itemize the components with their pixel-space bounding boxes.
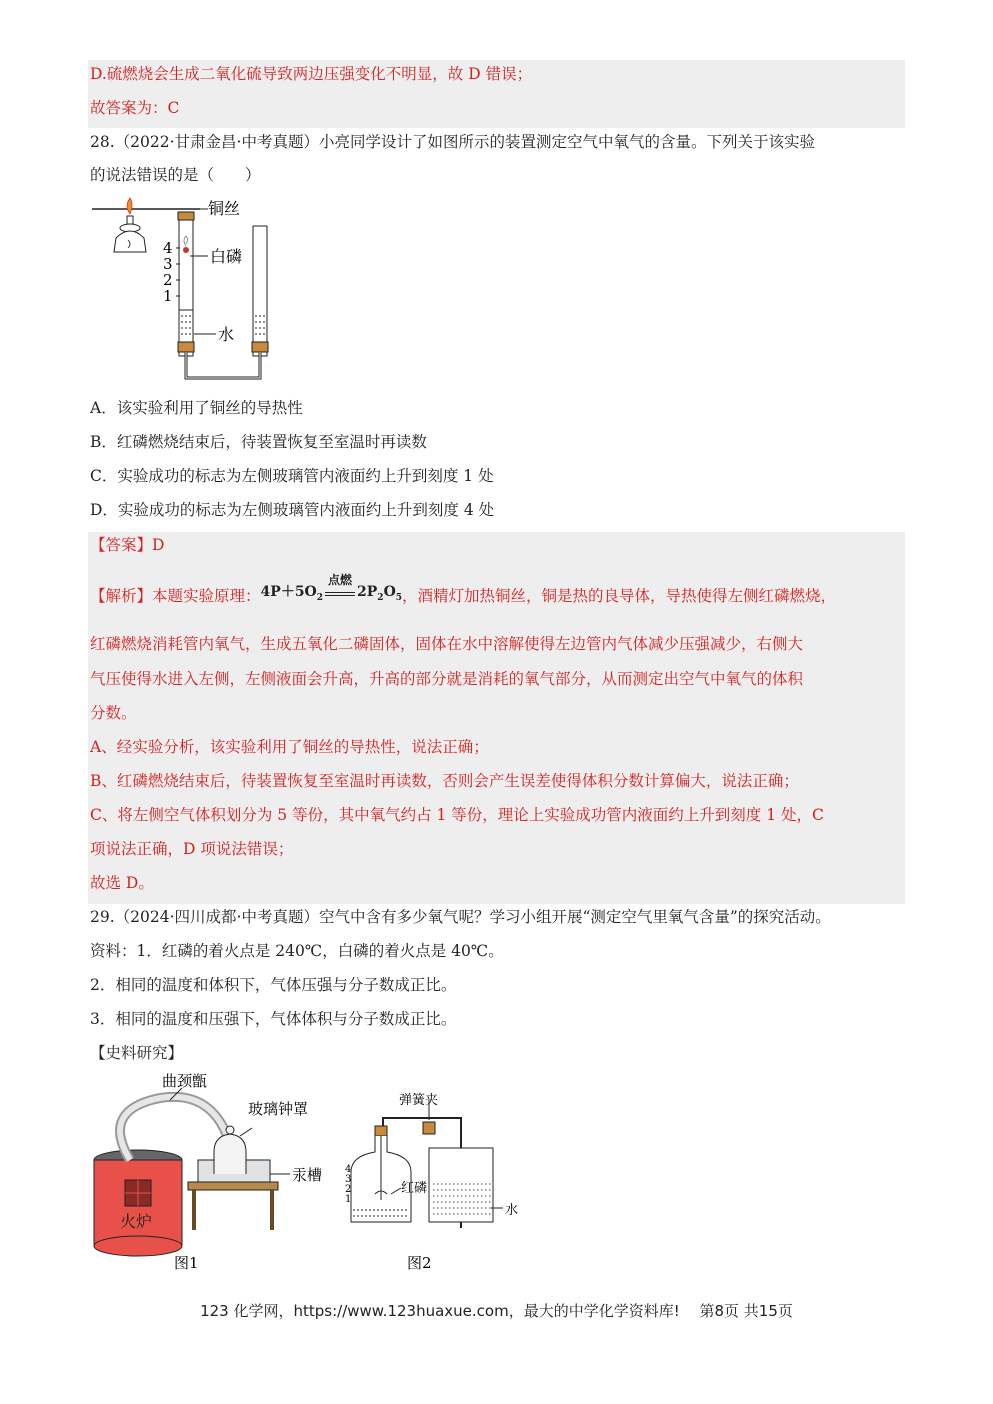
bell-jar-label: 玻璃钟罩 (248, 1100, 309, 1118)
scale-label-1: 1 (163, 287, 173, 305)
flask-scale-3: 3 (345, 1174, 352, 1185)
scale-label-2: 2 (163, 271, 173, 289)
analysis-tag: 【解析】 (90, 586, 153, 605)
figure-1-caption: 图1 (174, 1254, 199, 1272)
q28-analysis-line: A、经实验分析，该实验利用了铜丝的导热性，说法正确； (90, 738, 489, 756)
q29-figure-1 (90, 1070, 330, 1275)
prev-answer: 故答案为：C (90, 99, 180, 117)
mercury-trough-label: 汞槽 (292, 1166, 323, 1184)
water-label-2: 水 (505, 1203, 519, 1218)
furnace-icon (94, 1150, 182, 1256)
q29-info-1: 资料：1．红磷的着火点是 240℃，白磷的着火点是 40℃。 (90, 942, 504, 960)
q28-analysis-line1 (90, 573, 837, 610)
flask-scale-4: 4 (345, 1164, 352, 1175)
q28-stem-line1: 28.（2022·甘肃金昌·中考真题）小亮同学设计了如图所示的装置测定空气中氧气的含量。下列关于该实验 (90, 133, 815, 151)
spring-clamp-label: 弹簧夹 (399, 1093, 439, 1108)
q28-analysis-line: C、将左侧空气体积划分为 5 等份，其中氧气约占 1 等份，理论上实验成功管内液面约上升到刻度 1 处，C (90, 806, 824, 824)
q28-analysis-line: 项说法正确，D 项说法错误； (90, 840, 294, 858)
copper-wire-label: 铜丝 (208, 199, 241, 218)
scale-label-3: 3 (163, 255, 173, 273)
page-footer: 123 化学网，https://www.123huaxue.com，最大的中学化学资料库! 第8页 共15页 (200, 1302, 793, 1320)
analysis-prefix: 本题实验原理： (152, 586, 261, 605)
q28-analysis-line: 故选 D。 (90, 874, 154, 892)
q28-analysis-line: B、红磷燃烧结束后，待装置恢复至室温时再读数，否则会产生误差使得体积分数计算偏大，说法正确； (90, 772, 799, 790)
q29-figure-2 (345, 1090, 535, 1275)
q28-option-a: A．该实验利用了铜丝的导热性 (90, 399, 303, 417)
q29-section-title: 【史料研究】 (90, 1044, 184, 1062)
retort-label: 曲颈甑 (162, 1072, 208, 1090)
q28-analysis-line: 气压使得水进入左侧，左侧液面会升高，升高的部分就是消耗的氧气部分，从而测定出空气中氧气的体积 (90, 670, 804, 688)
alcohol-lamp-icon (114, 198, 146, 252)
analysis-suffix: ，酒精灯加热铜丝，铜是热的良导体，导热使得左侧红磷燃烧， (402, 586, 837, 605)
chemical-equation: $4P+5O_2$ 点燃 $2P_2O_5$ (261, 582, 403, 608)
reaction-condition: 点燃 (328, 573, 353, 587)
prev-option-d-analysis: D.硫燃烧会生成二氧化硫导致两边压强变化不明显，故 D 错误； (90, 65, 533, 83)
answer-tag: 【答案】 (90, 536, 153, 554)
q28-analysis-line: 分数。 (90, 704, 137, 722)
scale-label-4: 4 (163, 239, 173, 257)
q28-option-d: D．实验成功的标志为左侧玻璃管内液面约上升到刻度 4 处 (90, 501, 495, 519)
q28-apparatus-figure (90, 192, 290, 387)
q29-info-3: 3．相同的温度和压强下，气体体积与分子数成正比。 (90, 1010, 457, 1028)
answer-value: D (152, 536, 165, 554)
q29-stem-line1: 29.（2024·四川成都·中考真题）空气中含有多少氧气呢？学习小组开展“测定空气里氧气含量”的探究活动。 (90, 908, 831, 926)
q28-option-c: C．实验成功的标志为左侧玻璃管内液面约上升到刻度 1 处 (90, 467, 494, 485)
q28-analysis-line: 红磷燃烧消耗管内氧气，生成五氧化二磷固体，固体在水中溶解使得左边管内气体减少压强减少，右侧大 (90, 635, 804, 653)
q28-stem-line2: 的说法错误的是（ ） (90, 166, 261, 184)
furnace-label: 火炉 (120, 1212, 153, 1231)
q29-info-2: 2．相同的温度和体积下，气体压强与分子数成正比。 (90, 976, 457, 994)
red-phosphorus-label: 红磷 (401, 1181, 428, 1196)
figure-2-caption: 图2 (407, 1254, 432, 1272)
white-phosphorus-label: 白磷 (210, 247, 243, 266)
water-label: 水 (218, 325, 235, 344)
q28-option-b: B．红磷燃烧结束后，待装置恢复至室温时再读数 (90, 433, 427, 451)
flask-scale-1: 1 (345, 1194, 352, 1205)
q28-answer (90, 535, 164, 555)
flask-scale-2: 2 (345, 1184, 352, 1195)
